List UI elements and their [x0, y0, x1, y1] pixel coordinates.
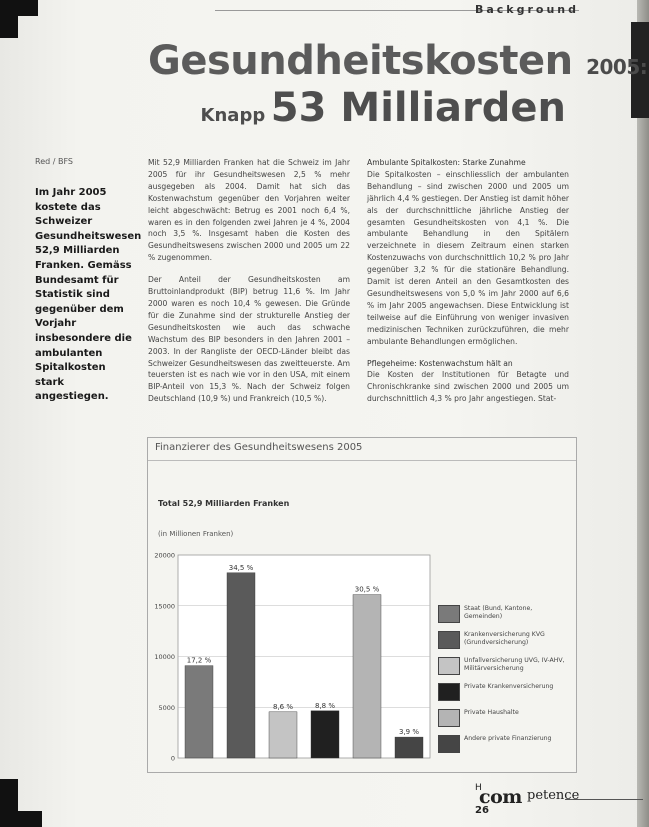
chart-box: [147, 437, 577, 773]
legend-label: Private Krankenversicherung: [464, 683, 554, 690]
bar-value-label: 8,8 %: [314, 701, 336, 710]
corner-mark: [0, 0, 38, 16]
chart-unit-label: (in Millionen Franken): [158, 530, 234, 538]
paragraph: Der Anteil der Gesundheitskosten am Bruttoinlandprodukt (BIP) betrug 11,6 %. Im Jahr 2000 waren es noch 10,4 % gewesen. Die Gründe für die Zunahme sind der strukturelle Anstieg der Gesundheitskosten wie auch das schwache Wachstum des BIP besonders in den Jahren 2001 – 2003. In der Rangliste der OECD-Länder bleibt das Schweizer Gesundheitswesen das zweitteuerste. Am teuersten ist es nach wie vor in den USA, mit einem BIP-Anteil von 15,3 %. Nach der Schweiz folgen Deutschland (10,9 %) und Frankreich (10,5 %).: [148, 275, 350, 404]
bar: [311, 711, 339, 758]
legend-label: Private Haushalte: [464, 709, 519, 716]
legend-swatch: [438, 735, 460, 753]
corner-mark: [0, 811, 42, 827]
paragraph: Die Kosten der Institutionen für Betagte und Chronischkranke sind zwischen 2000 und 2005 um durchschnittlich 4,3 % pro Jahr angestiegen. Stat-: [367, 370, 569, 404]
bar: [227, 573, 255, 758]
section-label: Background: [474, 3, 579, 16]
headline-knapp: Knapp: [200, 105, 266, 126]
headline-amount: 53 Milliarden: [270, 85, 566, 131]
bar: [353, 595, 381, 758]
legend-swatch: [438, 657, 460, 675]
bar: [395, 737, 423, 758]
page-number: 26: [475, 805, 489, 816]
chart-title: Finanzierer des Gesundheitswesens 2005: [155, 442, 363, 453]
logo-main: com: [479, 786, 522, 808]
bar: [269, 712, 297, 758]
byline: Red / BFS: [35, 157, 74, 166]
legend-label: Staat (Bund, Kantone, Gemeinden): [464, 605, 533, 620]
bar-value-label: 34,5 %: [228, 563, 254, 572]
legend-swatch: [438, 605, 460, 623]
bar-value-label: 8,6 %: [272, 702, 294, 711]
paragraph: Mit 52,9 Milliarden Franken hat die Schweiz im Jahr 2005 für ihr Gesundheitswesen 2,5 % mehr ausgegeben als 2004. Damit hat sich das Kostenwachstum gegenüber den Vorjahren weiter leicht abgeschwächt: Betrug es 2001 noch 6,4 %, waren es in den folgenden zwei Jahren je 4 %, 2004 noch 3,5 %. Insgesamt haben die Kosten des Gesundheitswesens zwischen 2000 und 2005 um 22 % zugenommen.: [148, 158, 350, 263]
legend-item: [438, 631, 570, 650]
y-tick-label: 20000: [154, 551, 175, 560]
chart-subtitle: Total 52,9 Milliarden Franken: [158, 499, 290, 508]
article-column-2: [367, 157, 569, 415]
legend-item: [438, 605, 570, 624]
chart-legend: [438, 605, 570, 761]
y-tick-label: 0: [170, 754, 175, 763]
bar-value-label: 30,5 %: [354, 585, 380, 594]
logo-rest: petence: [527, 788, 580, 803]
bar-value-label: 17,2 %: [186, 656, 212, 665]
legend-swatch: [438, 631, 460, 649]
y-tick-label: 15000: [154, 602, 175, 611]
subheading: Ambulante Spitalkosten: Starke Zunahme: [367, 158, 526, 167]
y-tick-label: 5000: [158, 703, 175, 712]
page-edge: [637, 0, 649, 827]
y-tick-label: 10000: [154, 653, 175, 661]
lead-paragraph: Im Jahr 2005 kostete das Schweizer Gesundheitswesen 52,9 Milliarden Franken. Gemäss Bundesamt für Statistik sind gegenüber dem Vorjahr insbesondere die ambulanten Spitalkosten stark angestiegen.: [35, 187, 142, 403]
subheading: Pflegeheime: Kostenwachstum hält an: [367, 358, 513, 368]
logo-rule: [565, 799, 643, 800]
legend-swatch: [438, 709, 460, 727]
headline-main: Gesundheitskosten: [148, 38, 573, 84]
article-column-1: [148, 157, 350, 415]
legend-item: [438, 709, 570, 728]
legend-label: Unfallversicherung UVG, IV-AHV, Militärversicherung: [464, 657, 565, 672]
bar: [185, 666, 213, 758]
headline-line1: [148, 38, 647, 84]
headline-line2: [201, 85, 566, 131]
legend-item: [438, 735, 570, 754]
legend-label: Andere private Finanzierung: [464, 735, 552, 742]
legend-item: [438, 683, 570, 702]
legend-label: Krankenversicherung KVG (Grundversicherung): [464, 631, 545, 646]
bar-value-label: 3,9 %: [398, 728, 420, 737]
legend-item: [438, 657, 570, 676]
legend-swatch: [438, 683, 460, 701]
logo-h: H: [475, 783, 482, 793]
headline-year: 2005:: [586, 55, 648, 79]
paragraph: Die Spitalkosten – einschliesslich der ambulanten Behandlung – sind zwischen 2000 und 2005 um jährlich 4,4 % gestiegen. Der Anstieg ist damit höher als der durchschnittliche jährliche Anstieg der gesamten Gesundheitskosten von 4,1 %. Die ambulante Behandlung in den Spitälern verzeichnete in diesem Zeitraum einen starken Kostenzuwachs von durchschnittlich 10,2 % pro Jahr gegenüber 3,2 % für die stationäre Behandlung. Damit ist deren Anteil an den Gesamtkosten des Gesundheitswesens von 5,0 % im Jahr 2000 auf 6,6 % im Jahr 2005 angewachsen. Diese Entwicklung ist teilweise auf die Einführung von weniger invasiven medizinischen Techniken zurückzuführen, die mehr ambulante Behandlungen ermöglichen.: [367, 169, 569, 346]
